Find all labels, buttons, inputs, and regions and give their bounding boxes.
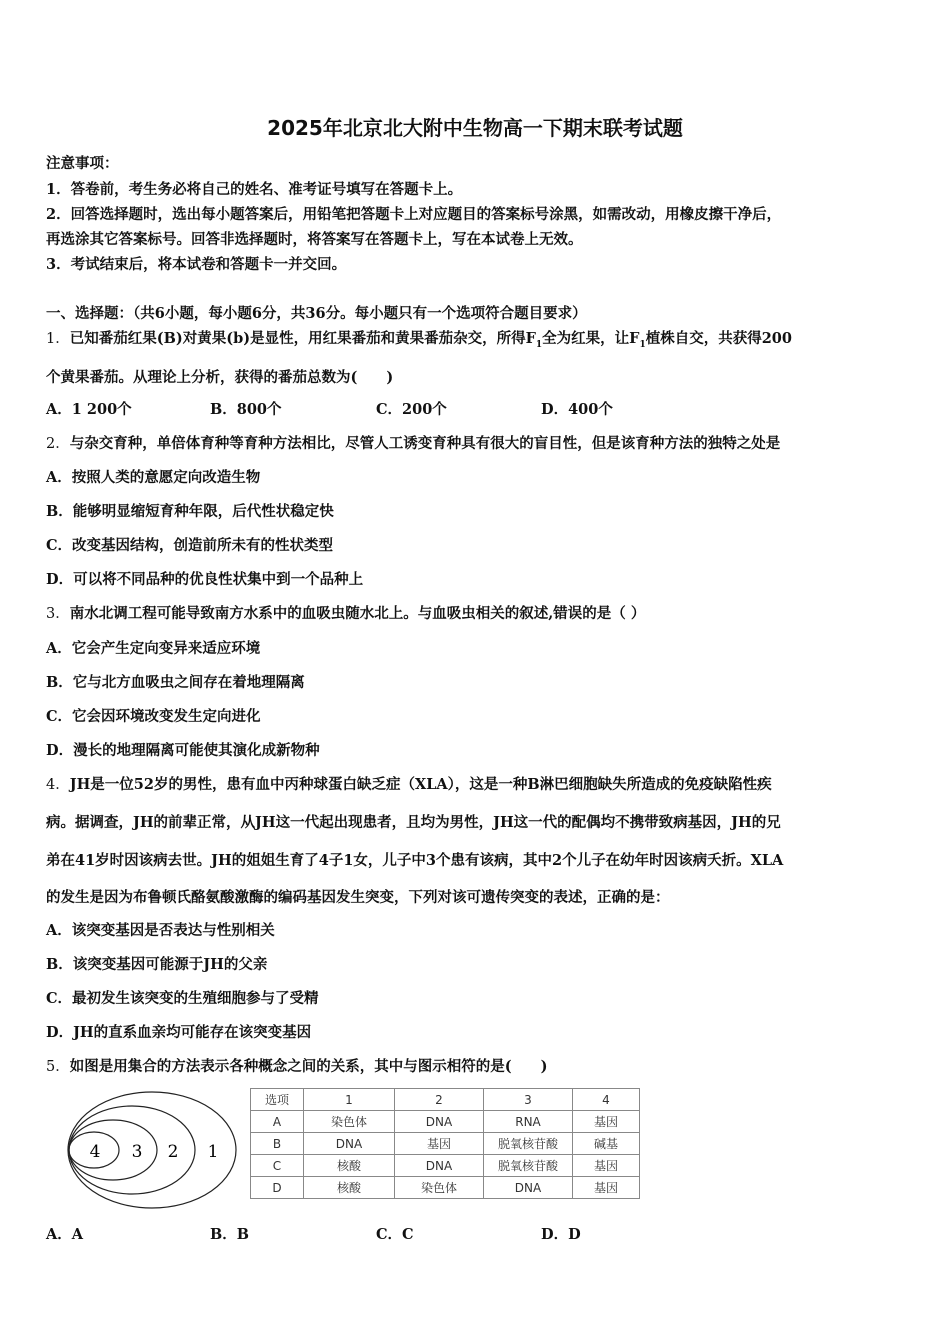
table-row xyxy=(251,1177,640,1199)
option-d[interactable]: D．JH的直系血亲均可能存在该突变基因 xyxy=(46,1024,312,1041)
table-cell: 染色体 xyxy=(395,1177,484,1199)
question-4-stem xyxy=(46,773,772,794)
question-text: 全为红果，让F xyxy=(542,330,640,347)
table-header: 3 xyxy=(484,1089,573,1111)
question-text: 植株自交，共获得200 xyxy=(645,330,792,347)
table-cell: 染色体 xyxy=(304,1111,395,1133)
ellipse-label-2: 2 xyxy=(167,1142,179,1162)
table-cell: 核酸 xyxy=(304,1155,395,1177)
question-4-stem-cont: 的发生是因为布鲁顿氏酪氨酸激酶的编码基因发生突变，下列对该可遗传突变的表述，正确的是： xyxy=(46,889,670,906)
option-a[interactable]: A．该突变基因是否表达与性别相关 xyxy=(46,922,275,939)
question-4-stem-cont: 病。据调查，JH的前辈正常，从JH这一代起出现患者，且均为男性，JH这一代的配偶均不携带致病基因，JH的兄 xyxy=(46,814,781,831)
nested-ellipse-diagram xyxy=(60,1086,240,1212)
table-cell: C xyxy=(251,1155,304,1177)
question-number: 5． xyxy=(46,1059,70,1075)
notice-item: 3．考试结束后，将本试卷和答题卡一并交回。 xyxy=(46,256,347,273)
option-b[interactable]: B．能够明显缩短育种年限，后代性状稳定快 xyxy=(46,503,334,520)
table-cell: 核酸 xyxy=(304,1177,395,1199)
table-header-row xyxy=(251,1089,640,1111)
option-a[interactable]: A．按照人类的意愿定向改造生物 xyxy=(46,469,261,486)
table-cell: DNA xyxy=(395,1155,484,1177)
option-b[interactable]: B．它与北方血吸虫之间存在着地理隔离 xyxy=(46,674,305,691)
table-cell: DNA xyxy=(395,1111,484,1133)
option-d[interactable]: D．400个 xyxy=(541,401,613,418)
table-header: 1 xyxy=(304,1089,395,1111)
table-row xyxy=(251,1155,640,1177)
table-row xyxy=(251,1111,640,1133)
question-1-stem-cont: 个黄果番茄。从理论上分析，获得的番茄总数为( ) xyxy=(46,369,394,386)
option-c[interactable]: C．最初发生该突变的生殖细胞参与了受精 xyxy=(46,990,319,1007)
question-5-stem xyxy=(46,1055,547,1076)
question-1-stem xyxy=(46,327,792,350)
notice-item: 2．回答选择题时，选出每小题答案后，用铅笔把答题卡上对应题目的答案标号涂黑，如需改动，用橡皮擦干净后， xyxy=(46,206,782,223)
ellipse-label-1: 1 xyxy=(207,1142,219,1162)
notice-item: 再选涂其它答案标号。回答非选择题时，将答案写在答题卡上，写在本试卷上无效。 xyxy=(46,231,583,248)
notice-heading: 注意事项： xyxy=(46,155,119,172)
table-cell: DNA xyxy=(304,1133,395,1155)
question-number: 4． xyxy=(46,777,70,793)
option-a[interactable]: A．1 200个 xyxy=(46,401,132,418)
subscript: 1 xyxy=(535,339,543,350)
concept-table xyxy=(250,1088,640,1199)
question-text: 已知番茄红果(B)对黄果(b)是显性，用红果番茄和黄果番茄杂交，所得F xyxy=(69,330,536,347)
question-text: JH是一位52岁的男性，患有血中丙种球蛋白缺乏症（XLA），这是一种B淋巴细胞缺失所造成的免疫缺陷性疾 xyxy=(69,776,772,793)
question-text: 如图是用集合的方法表示各种概念之间的关系，其中与图示相符的是( ) xyxy=(69,1058,548,1075)
option-d[interactable]: D．D xyxy=(541,1226,581,1243)
option-c[interactable]: C．改变基因结构，创造前所未有的性状类型 xyxy=(46,537,334,554)
ellipse-label-3: 3 xyxy=(131,1142,143,1162)
question-3-stem xyxy=(46,602,645,623)
table-header: 4 xyxy=(573,1089,640,1111)
table-cell: 脱氧核苷酸 xyxy=(484,1133,573,1155)
option-d[interactable]: D．漫长的地理隔离可能使其演化成新物种 xyxy=(46,742,320,759)
option-a[interactable]: A．A xyxy=(46,1226,84,1243)
option-c[interactable]: C．它会因环境改变发生定向进化 xyxy=(46,708,261,725)
option-a[interactable]: A．它会产生定向变异来适应环境 xyxy=(46,640,261,657)
table-header: 选项 xyxy=(251,1089,304,1111)
question-2-stem xyxy=(46,432,780,453)
table-row xyxy=(251,1133,640,1155)
subscript: 1 xyxy=(639,339,646,350)
question-text: 与杂交育种，单倍体育种等育种方法相比，尽管人工诱变育种具有很大的盲目性，但是该育种方法的独特之处是 xyxy=(69,435,781,452)
option-c[interactable]: C．200个 xyxy=(376,401,447,418)
table-cell: 碱基 xyxy=(573,1133,640,1155)
table-cell: 基因 xyxy=(573,1177,640,1199)
section-heading: 一、选择题：（共6小题，每小题6分，共36分。每小题只有一个选项符合题目要求） xyxy=(46,305,587,322)
option-b[interactable]: B．B xyxy=(210,1226,250,1243)
table-cell: 脱氧核苷酸 xyxy=(484,1155,573,1177)
table-cell: A xyxy=(251,1111,304,1133)
table-cell: 基因 xyxy=(573,1155,640,1177)
question-4-stem-cont: 弟在41岁时因该病去世。JH的姐姐生育了4子1女，儿子中3个患有该病，其中2个儿子在幼年时因该病夭折。XLA xyxy=(46,852,784,869)
ellipse-label-4: 4 xyxy=(89,1142,101,1162)
table-cell: DNA xyxy=(484,1177,573,1199)
table-cell: 基因 xyxy=(395,1133,484,1155)
option-b[interactable]: B．该突变基因可能源于JH的父亲 xyxy=(46,956,268,973)
page-title: 2025年北京北大附中生物高一下期末联考试题 xyxy=(267,116,683,140)
table-cell: RNA xyxy=(484,1111,573,1133)
table-cell: B xyxy=(251,1133,304,1155)
option-b[interactable]: B．800个 xyxy=(210,401,282,418)
table-cell: D xyxy=(251,1177,304,1199)
question-number: 1． xyxy=(46,331,70,347)
ellipse-3 xyxy=(69,1120,157,1180)
table-header: 2 xyxy=(395,1089,484,1111)
question-number: 3． xyxy=(46,606,70,622)
question-text: 南水北调工程可能导致南方水系中的血吸虫随水北上。与血吸虫相关的叙述,错误的是（ ） xyxy=(69,605,646,622)
notice-item: 1．答卷前，考生务必将自己的姓名、准考证号填写在答题卡上。 xyxy=(46,181,463,198)
option-c[interactable]: C．C xyxy=(376,1226,414,1243)
option-d[interactable]: D．可以将不同品种的优良性状集中到一个品种上 xyxy=(46,571,364,588)
question-number: 2． xyxy=(46,436,70,452)
table-cell: 基因 xyxy=(573,1111,640,1133)
